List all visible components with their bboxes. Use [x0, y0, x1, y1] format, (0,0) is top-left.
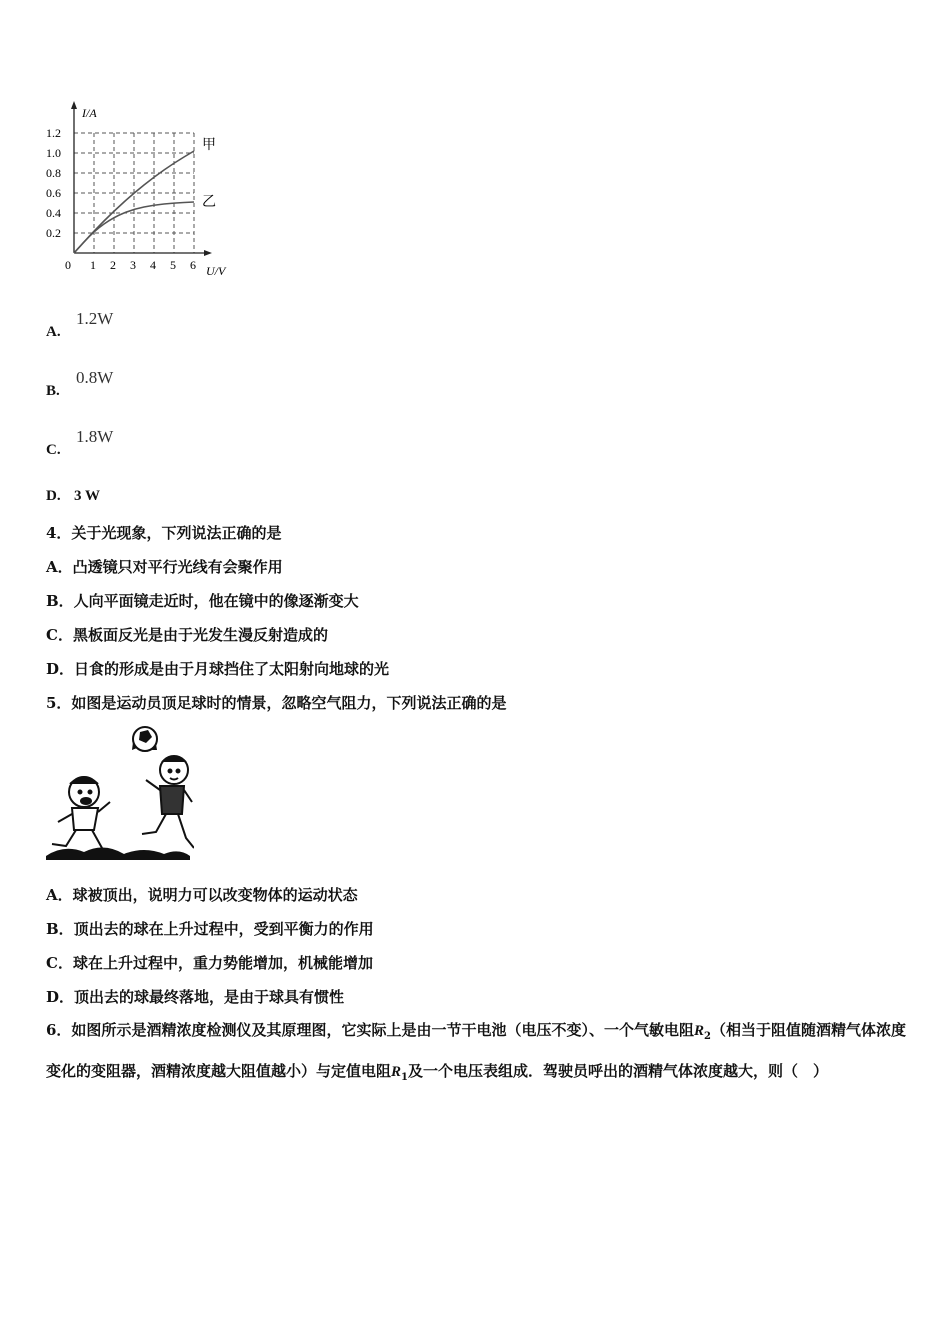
- q3-option-a[interactable]: [46, 309, 166, 344]
- y-tick-label: 0.4: [46, 206, 61, 220]
- q3-option-c[interactable]: [46, 427, 166, 462]
- option-value: 3 W: [74, 488, 100, 504]
- option-value: 1.8W: [76, 427, 114, 446]
- q5-stem: 5．如图是运动员顶足球时的情景，忽略空气阻力，下列说法正确的是: [46, 694, 507, 712]
- x-tick-label: 1: [90, 258, 96, 272]
- x-tick-label: 5: [170, 258, 176, 272]
- x-tick-label: 3: [130, 258, 136, 272]
- r2-subscript: 2: [703, 1031, 711, 1042]
- option-letter: D.: [46, 488, 61, 504]
- q5-option-b[interactable]: B．顶出去的球在上升过程中，受到平衡力的作用: [46, 920, 374, 938]
- soccer-illustration: [44, 722, 194, 862]
- q4-option-d[interactable]: D．日食的形成是由于月球挡住了太阳射向地球的光: [46, 660, 390, 678]
- q6-stem: [46, 1013, 908, 1095]
- option-value: 1.2W: [76, 309, 114, 328]
- y-tick-labels: [46, 126, 61, 240]
- q5-option-a[interactable]: A．球被顶出，说明力可以改变物体的运动状态: [46, 886, 358, 904]
- origin-label: 0: [65, 258, 71, 272]
- q6-text-part1: 6．如图所示是酒精浓度检测仪及其原理图，它实际上是由一节干电池（电压不变）、一个气敏电阻: [46, 1021, 694, 1039]
- q4-option-c[interactable]: C．黑板面反光是由于光发生漫反射造成的: [46, 626, 328, 644]
- player-watching: [52, 777, 110, 848]
- option-letter: B.: [46, 383, 60, 399]
- y-tick-label: 0.8: [46, 166, 61, 180]
- q6-text-part3: 及一个电压表组成．驾驶员呼出的酒精气体浓度越大，则（ ）: [408, 1062, 829, 1080]
- grass: [46, 847, 190, 860]
- r1-symbol: R: [391, 1064, 402, 1080]
- q3-option-b[interactable]: [46, 368, 166, 403]
- q6-text-part2: （相当于阻值随酒精气体浓度变化的变阻器，酒精浓度越大阻值越小）与定值电阻: [46, 1021, 906, 1080]
- q4-option-b[interactable]: B．人向平面镜走近时，他在镜中的像逐渐变大: [46, 592, 359, 610]
- y-tick-label: 0.6: [46, 186, 61, 200]
- x-tick-labels: [90, 258, 196, 272]
- x-axis-label: U/V: [206, 264, 226, 278]
- x-tick-label: 4: [150, 258, 156, 272]
- q4-stem: 4．关于光现象，下列说法正确的是: [46, 524, 282, 542]
- q5-option-d[interactable]: D．顶出去的球最终落地，是由于球具有惯性: [46, 988, 345, 1006]
- option-value: 0.8W: [76, 368, 114, 387]
- q5-option-c[interactable]: C．球在上升过程中，重力势能增加，机械能增加: [46, 954, 373, 972]
- y-axis-arrow: [71, 101, 77, 109]
- series-label-yi: 乙: [202, 195, 216, 210]
- series-label-jia: 甲: [202, 138, 216, 153]
- q3-option-d[interactable]: [46, 488, 166, 508]
- q4-option-a[interactable]: A．凸透镜只对平行光线有会聚作用: [46, 558, 283, 576]
- series-line-jia: [74, 151, 194, 253]
- player-heading: [142, 756, 194, 848]
- iu-chart: [40, 95, 250, 285]
- r2-symbol: R: [693, 1023, 704, 1039]
- y-tick-label: 1.2: [46, 126, 61, 140]
- y-tick-label: 0.2: [46, 226, 61, 240]
- x-tick-label: 2: [110, 258, 116, 272]
- option-letter: A.: [46, 324, 61, 340]
- y-tick-label: 1.0: [46, 146, 61, 160]
- r1-subscript: 1: [401, 1072, 408, 1083]
- x-axis-arrow: [204, 250, 212, 256]
- x-tick-label: 6: [190, 258, 196, 272]
- option-letter: C.: [46, 442, 61, 458]
- y-axis-label: I/A: [82, 106, 97, 120]
